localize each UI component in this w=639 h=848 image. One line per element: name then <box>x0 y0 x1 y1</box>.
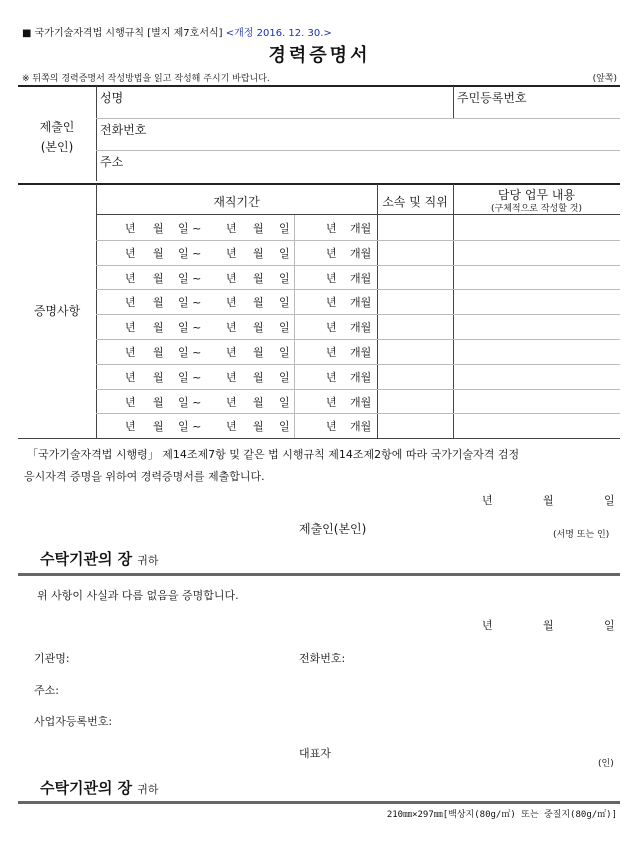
career-row-4-d1[interactable]: 일 ~ <box>178 296 202 309</box>
phone-field[interactable]: 전화번호 <box>100 123 147 137</box>
career-row-divider <box>96 265 620 266</box>
career-bottom-border <box>18 438 620 439</box>
resident-id-field[interactable]: 주민등록번호 <box>457 91 527 105</box>
career-row-5-d2[interactable]: 일 <box>279 321 290 334</box>
row-divider <box>96 150 620 151</box>
submitter-section-sublabel: (본인) <box>40 140 74 154</box>
form-reference <box>22 24 332 39</box>
addressee-1-name: 수탁기관의 장 <box>40 550 133 568</box>
career-row-2-d1[interactable]: 일 ~ <box>178 247 202 260</box>
career-row-8-m1[interactable]: 월 <box>153 396 164 409</box>
career-row-4-py[interactable]: 년 <box>326 296 337 309</box>
career-row-8-y1[interactable]: 년 <box>125 396 136 409</box>
career-top-border <box>18 183 620 185</box>
career-row-5-d1[interactable]: 일 ~ <box>178 321 202 334</box>
career-row-divider <box>96 240 620 241</box>
career-row-4-pm[interactable]: 개월 <box>350 296 372 309</box>
career-row-6-m2[interactable]: 월 <box>253 346 264 359</box>
career-row-divider <box>96 314 620 315</box>
career-row-7-pm[interactable]: 개월 <box>350 371 372 384</box>
career-row-7-d2[interactable]: 일 <box>279 371 290 384</box>
id-divider <box>453 86 454 119</box>
period-header: 재직기간 <box>213 195 260 209</box>
affiliation-divider <box>377 184 378 438</box>
career-row-6-pm[interactable]: 개월 <box>350 346 372 359</box>
career-row-3-y2[interactable]: 년 <box>226 272 237 285</box>
career-row-divider <box>96 389 620 390</box>
submitter-signature-label: 제출인(본인) <box>299 522 367 536</box>
career-row-5-pm[interactable]: 개월 <box>350 321 372 334</box>
signature-note: (서명 또는 인) <box>553 530 610 540</box>
career-row-8-d2[interactable]: 일 <box>279 396 290 409</box>
career-divider <box>96 184 97 438</box>
career-row-2-y2[interactable]: 년 <box>226 247 237 260</box>
footer-separator <box>18 801 620 804</box>
career-row-9-d1[interactable]: 일 ~ <box>178 420 202 433</box>
career-row-1-d2[interactable]: 일 <box>279 222 290 235</box>
career-row-6-py[interactable]: 년 <box>326 346 337 359</box>
career-row-2-d2[interactable]: 일 <box>279 247 290 260</box>
career-row-6-m1[interactable]: 월 <box>153 346 164 359</box>
certification-text: 위 사항이 사실과 다름 없음을 증명합니다. <box>37 589 239 602</box>
row-divider <box>96 118 620 119</box>
career-row-1-m1[interactable]: 월 <box>153 222 164 235</box>
career-row-divider <box>96 289 620 290</box>
career-row-2-m2[interactable]: 월 <box>253 247 264 260</box>
career-row-3-m2[interactable]: 월 <box>253 272 264 285</box>
cert-date-year[interactable]: 년 <box>482 619 493 632</box>
submit-date-month[interactable]: 월 <box>543 494 554 507</box>
career-row-9-m1[interactable]: 월 <box>153 420 164 433</box>
career-row-divider <box>96 364 620 365</box>
career-row-2-m1[interactable]: 월 <box>153 247 164 260</box>
submitter-section-label: 제출인 <box>39 120 75 134</box>
career-row-4-m1[interactable]: 월 <box>153 296 164 309</box>
statement-line-2: 응시자격 증명을 위하여 경력증명서를 제출합니다. <box>24 470 265 483</box>
representative-field[interactable]: 대표자 <box>299 747 331 760</box>
career-row-9-y2[interactable]: 년 <box>226 420 237 433</box>
org-address-field[interactable]: 주소: <box>34 684 59 697</box>
submit-date-year[interactable]: 년 <box>482 494 493 507</box>
career-row-divider <box>96 339 620 340</box>
career-row-3-y1[interactable]: 년 <box>125 272 136 285</box>
career-row-3-py[interactable]: 년 <box>326 272 337 285</box>
business-reg-field[interactable]: 사업자등록번호: <box>34 715 113 728</box>
career-row-9-y1[interactable]: 년 <box>125 420 136 433</box>
career-row-3-m1[interactable]: 월 <box>153 272 164 285</box>
affiliation-header: 소속 및 직위 <box>382 195 448 209</box>
revision-note: <개정 2016. 12. 30.> <box>225 28 332 39</box>
page-side-label: (앞쪽) <box>592 74 617 84</box>
addressee-1-suffix: 귀하 <box>137 554 159 567</box>
org-phone-field[interactable]: 전화번호: <box>299 652 346 665</box>
career-row-5-y1[interactable]: 년 <box>125 321 136 334</box>
career-row-7-d1[interactable]: 일 ~ <box>178 371 202 384</box>
name-field[interactable]: 성명 <box>100 91 124 105</box>
career-row-1-y2[interactable]: 년 <box>226 222 237 235</box>
career-row-1-d1[interactable]: 일 ~ <box>178 222 202 235</box>
career-row-8-d1[interactable]: 일 ~ <box>178 396 202 409</box>
career-row-8-m2[interactable]: 월 <box>253 396 264 409</box>
paper-spec: 210㎜×297㎜[백상지(80g/㎡) 또는 중질지(80g/㎡)] <box>386 810 617 820</box>
career-row-1-y1[interactable]: 년 <box>125 222 136 235</box>
duties-divider <box>453 184 454 438</box>
career-row-3-d1[interactable]: 일 ~ <box>178 272 202 285</box>
career-row-9-m2[interactable]: 월 <box>253 420 264 433</box>
cert-date-month[interactable]: 월 <box>543 619 554 632</box>
table-top-border <box>18 85 620 87</box>
career-row-2-py[interactable]: 년 <box>326 247 337 260</box>
submit-date-day[interactable]: 일 <box>604 494 615 507</box>
career-row-2-pm[interactable]: 개월 <box>350 247 372 260</box>
addressee-2-suffix: 귀하 <box>137 783 159 796</box>
career-row-3-pm[interactable]: 개월 <box>350 272 372 285</box>
career-row-6-y2[interactable]: 년 <box>226 346 237 359</box>
career-row-8-pm[interactable]: 개월 <box>350 396 372 409</box>
career-row-9-d2[interactable]: 일 <box>279 420 290 433</box>
career-row-8-py[interactable]: 년 <box>326 396 337 409</box>
career-row-9-py[interactable]: 년 <box>326 420 337 433</box>
career-row-7-y2[interactable]: 년 <box>226 371 237 384</box>
period-divider <box>294 215 295 438</box>
career-row-1-py[interactable]: 년 <box>326 222 337 235</box>
career-row-3-d2[interactable]: 일 <box>279 272 290 285</box>
career-row-1-m2[interactable]: 월 <box>253 222 264 235</box>
statement-line-1: 「국가기술자격법 시행령」 제14조제7항 및 같은 법 시행규칙 제14조제2항에 따라 국가기술자격 검정 <box>27 448 520 461</box>
instruction-note: ※ 뒤쪽의 경력증명서 작성방법을 읽고 작성해 주시기 바랍니다. <box>22 74 270 84</box>
addressee-1 <box>40 548 159 569</box>
career-row-7-m2[interactable]: 월 <box>253 371 264 384</box>
career-row-1-pm[interactable]: 개월 <box>350 222 372 235</box>
career-row-7-m1[interactable]: 월 <box>153 371 164 384</box>
career-row-5-y2[interactable]: 년 <box>226 321 237 334</box>
address-field[interactable]: 주소 <box>100 155 124 169</box>
career-row-5-py[interactable]: 년 <box>326 321 337 334</box>
career-row-8-y2[interactable]: 년 <box>226 396 237 409</box>
career-row-4-y1[interactable]: 년 <box>125 296 136 309</box>
addressee-2 <box>40 777 159 798</box>
career-row-7-y1[interactable]: 년 <box>125 371 136 384</box>
career-row-5-m2[interactable]: 월 <box>253 321 264 334</box>
submitter-divider <box>96 86 97 181</box>
cert-date-day[interactable]: 일 <box>604 619 615 632</box>
duties-header: 담당 업무 내용 <box>497 188 576 202</box>
org-name-field[interactable]: 기관명: <box>34 652 70 665</box>
career-row-6-d2[interactable]: 일 <box>279 346 290 359</box>
career-header-bottom <box>96 214 620 215</box>
career-section-label: 증명사항 <box>33 304 81 318</box>
career-row-4-d2[interactable]: 일 <box>279 296 290 309</box>
section-separator <box>18 573 620 576</box>
career-row-5-m1[interactable]: 월 <box>153 321 164 334</box>
addressee-2-name: 수탁기관의 장 <box>40 779 133 797</box>
career-row-6-y1[interactable]: 년 <box>125 346 136 359</box>
career-row-6-d1[interactable]: 일 ~ <box>178 346 202 359</box>
career-row-9-pm[interactable]: 개월 <box>350 420 372 433</box>
duties-header-note: (구체적으로 작성할 것) <box>491 204 582 214</box>
career-row-7-py[interactable]: 년 <box>326 371 337 384</box>
page-title: 경력증명서 <box>268 45 371 66</box>
career-row-4-m2[interactable]: 월 <box>253 296 264 309</box>
form-ref-text: ■ 국가기술자격법 시행규칙 [별지 제7호서식] <box>22 28 223 39</box>
career-row-2-y1[interactable]: 년 <box>125 247 136 260</box>
career-row-divider <box>96 413 620 414</box>
career-row-4-y2[interactable]: 년 <box>226 296 237 309</box>
seal-mark: (인) <box>598 759 614 769</box>
